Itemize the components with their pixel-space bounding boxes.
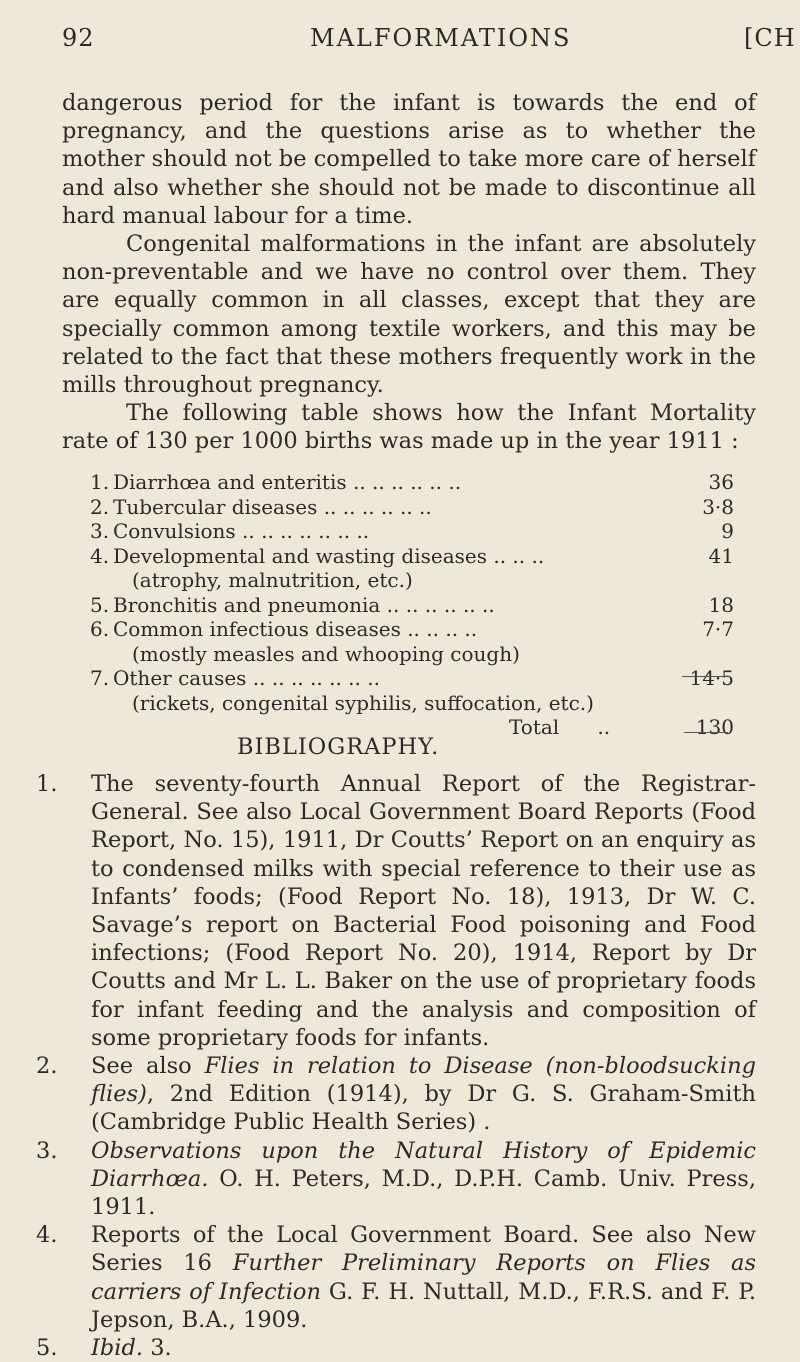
list-item: 2. See also Flies in relation to Disease (non-bloodsucking flies), 2nd Edition (1914), by Dr G. S. Graham-Smith (Cambridge Public Health Series) . [36,1053,756,1136]
table-row: 4. Developmental and wasting diseases .. .. .. 41 [90,543,734,568]
row-value: 14·5 [689,666,734,690]
table-row: 7. Other causes .. .. .. .. .. .. .. 14·5 [90,666,734,690]
page-header [62,24,796,64]
total-underline [684,732,728,733]
list-item: 5. Ibid. 3. [36,1335,172,1362]
page-number: 92 [62,24,95,52]
row-subnote: (rickets, congenital syphilis, suffocation, etc.) [132,690,594,715]
bibliography-heading: BIBLIOGRAPHY. [237,734,440,760]
list-item: 4. Reports of the Local Government Board. See also New Series 16 Further Preliminary Reports on Flies as carriers of Infection G. F. H. Nuttall, M.D., F.R.S. and F. P. Jepson, B.A., 1909. [36,1222,757,1333]
list-item: 1. The seventy-fourth Annual Report of the Registrar-General. See also Local Government Board Reports (Food Report, No. 15), 1911, Dr Coutts’ Report on an enquiry as to condensed milks with special reference to their use as Infants’ foods; (Food Report No. 18), 1913, Dr W. C. Savage’s report on Bacterial Food poisoning and Food infections; (Food Report No. 20), 1914, Report by Dr Coutts and Mr L. L. Baker on the use of proprietary foods for infant feeding and the analysis and composition of some proprietary foods for infants. [36,771,756,1051]
bibliography-list [36,770,756,1362]
list-item: 3. Observations upon the Natural History of Epidemic Diarrhœa. O. H. Peters, M.D., D.P.H. Camb. Univ. Press, 1911. [36,1137,756,1221]
paragraph-3: The following table shows how the Infant Mortality rate of 130 per 1000 births was made up in the year 1911 : [62,400,756,455]
total-row: Total .. 130 [509,715,734,739]
total-rule [682,676,730,677]
chapter-reference: [CH [744,24,796,52]
mortality-table [62,470,756,740]
row-subnote: (mostly measles and whooping cough) [132,641,520,666]
table-row: 1. Diarrhœa and enteritis .. .. .. .. .. .. 36 [90,470,734,494]
table-row: 2. Tubercular diseases .. .. .. .. .. .. 3·8 [90,494,734,519]
table-row: 5. Bronchitis and pneumonia .. .. .. .. .. .. 18 [90,592,734,617]
paragraph-2: Congenital malformations in the infant are absolutely non-preventable and we have no control over them. They are equally common in all classes, except that they are specially common among textile workers, and this may be related to the fact that these mothers frequently work in the mills throughout pregnancy. [62,231,756,399]
row-subnote: (atrophy, malnutrition, etc.) [132,568,413,592]
running-title: MALFORMATIONS [310,24,572,52]
row-value: 36 [708,470,734,494]
row-value: 41 [708,543,734,568]
body-text [62,89,756,456]
row-value: 3·8 [702,494,734,519]
row-value: 9 [721,519,734,543]
total-value: 130 [695,715,734,739]
table-row: 3. Convulsions .. .. .. .. .. .. .. 9 [90,519,734,543]
paragraph-1: dangerous period for the infant is towards the end of pregnancy, and the questions arise as to whether the mother should not be compelled to take more care of herself and also whether she should not be made to discontinue all hard manual labour for a time. [62,90,756,229]
row-value: 18 [708,592,734,617]
table-row: 6. Common infectious diseases .. .. .. .. 7·7 [90,617,734,641]
row-value: 7·7 [702,617,734,641]
